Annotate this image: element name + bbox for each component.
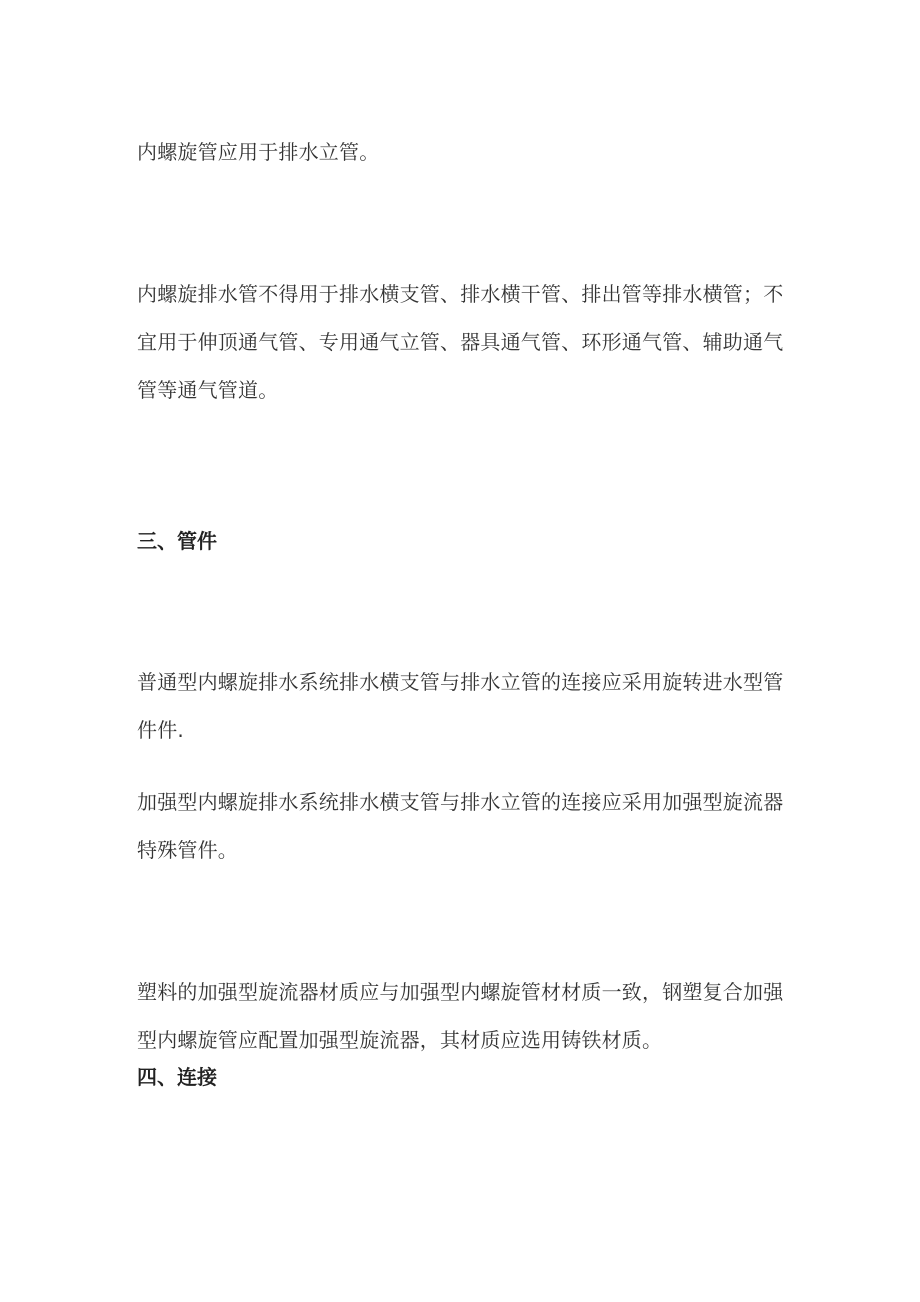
section-heading-connection: 四、连接 — [137, 1065, 217, 1089]
paragraph-pipe-restrictions: 内螺旋排水管不得用于排水横支管、排水横干管、排出管等排水横管；不宜用于伸顶通气管、专用通气立管、器具通气管、环形通气管、辅助通气管等通气管道。 — [137, 282, 784, 402]
paragraph-standard-fittings: 普通型内螺旋排水系统排水横支管与排水立管的连接应采用旋转进水型管件件. — [137, 670, 784, 742]
paragraph-fitting-material: 塑料的加强型旋流器材质应与加强型内螺旋管材材质一致，钢塑复合加强型内螺旋管应配置加强型旋流器，其材质应选用铸铁材质。 — [137, 980, 784, 1052]
paragraph-reinforced-fittings: 加强型内螺旋排水系统排水横支管与排水立管的连接应采用加强型旋流器特殊管件。 — [137, 790, 784, 862]
section-heading-fittings: 三、管件 — [137, 529, 217, 553]
paragraph-pipe-usage: 内螺旋管应用于排水立管。 — [137, 140, 380, 164]
